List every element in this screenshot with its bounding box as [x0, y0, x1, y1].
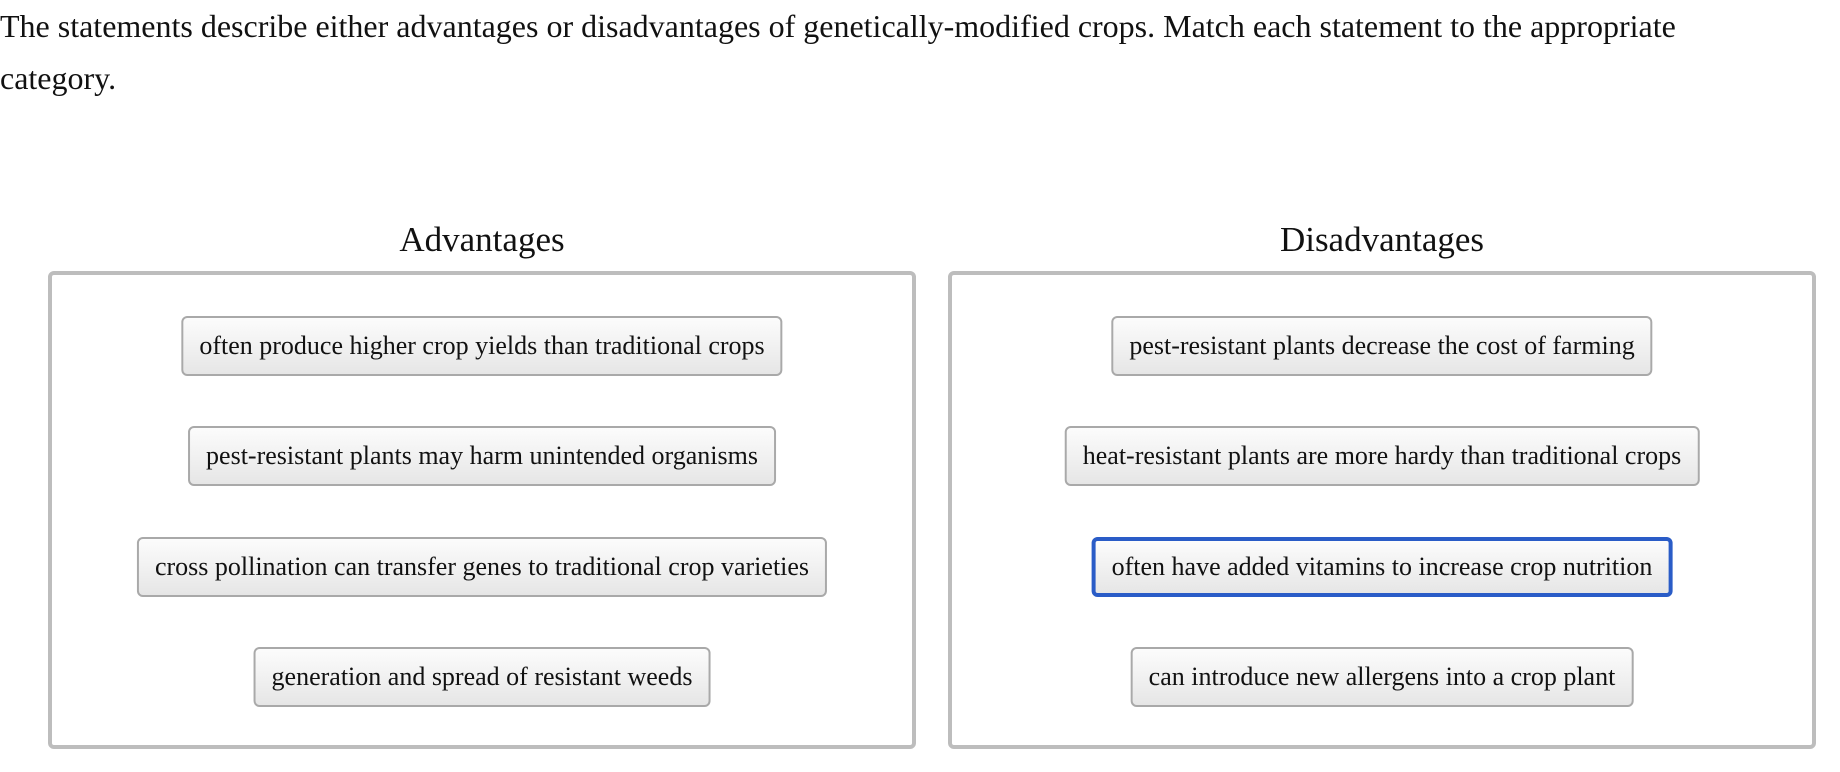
statement-chip[interactable]: pest-resistant plants may harm unintended organisms: [188, 426, 776, 486]
advantages-column: [48, 214, 916, 749]
statement-chip-selected[interactable]: often have added vitamins to increase crop nutrition: [1092, 537, 1673, 597]
disadvantages-heading: Disadvantages: [1279, 220, 1485, 259]
statement-chip[interactable]: often produce higher crop yields than traditional crops: [181, 316, 782, 376]
disadvantages-column: [948, 214, 1816, 749]
advantages-heading: Advantages: [399, 220, 565, 259]
advantages-drop-zone[interactable]: [48, 271, 916, 749]
statement-chip[interactable]: cross pollination can transfer genes to traditional crop varieties: [137, 537, 827, 597]
statement-chip[interactable]: generation and spread of resistant weeds: [254, 647, 711, 707]
statement-chip[interactable]: pest-resistant plants decrease the cost of farming: [1111, 316, 1652, 376]
statement-chip[interactable]: can introduce new allergens into a crop plant: [1131, 647, 1634, 707]
question-prompt: The statements describe either advantages or disadvantages of genetically-modified crops. Match each statement to the appropriate category.: [0, 8, 1676, 96]
disadvantages-drop-zone[interactable]: [948, 271, 1816, 749]
statement-chip[interactable]: heat-resistant plants are more hardy than traditional crops: [1065, 426, 1700, 486]
